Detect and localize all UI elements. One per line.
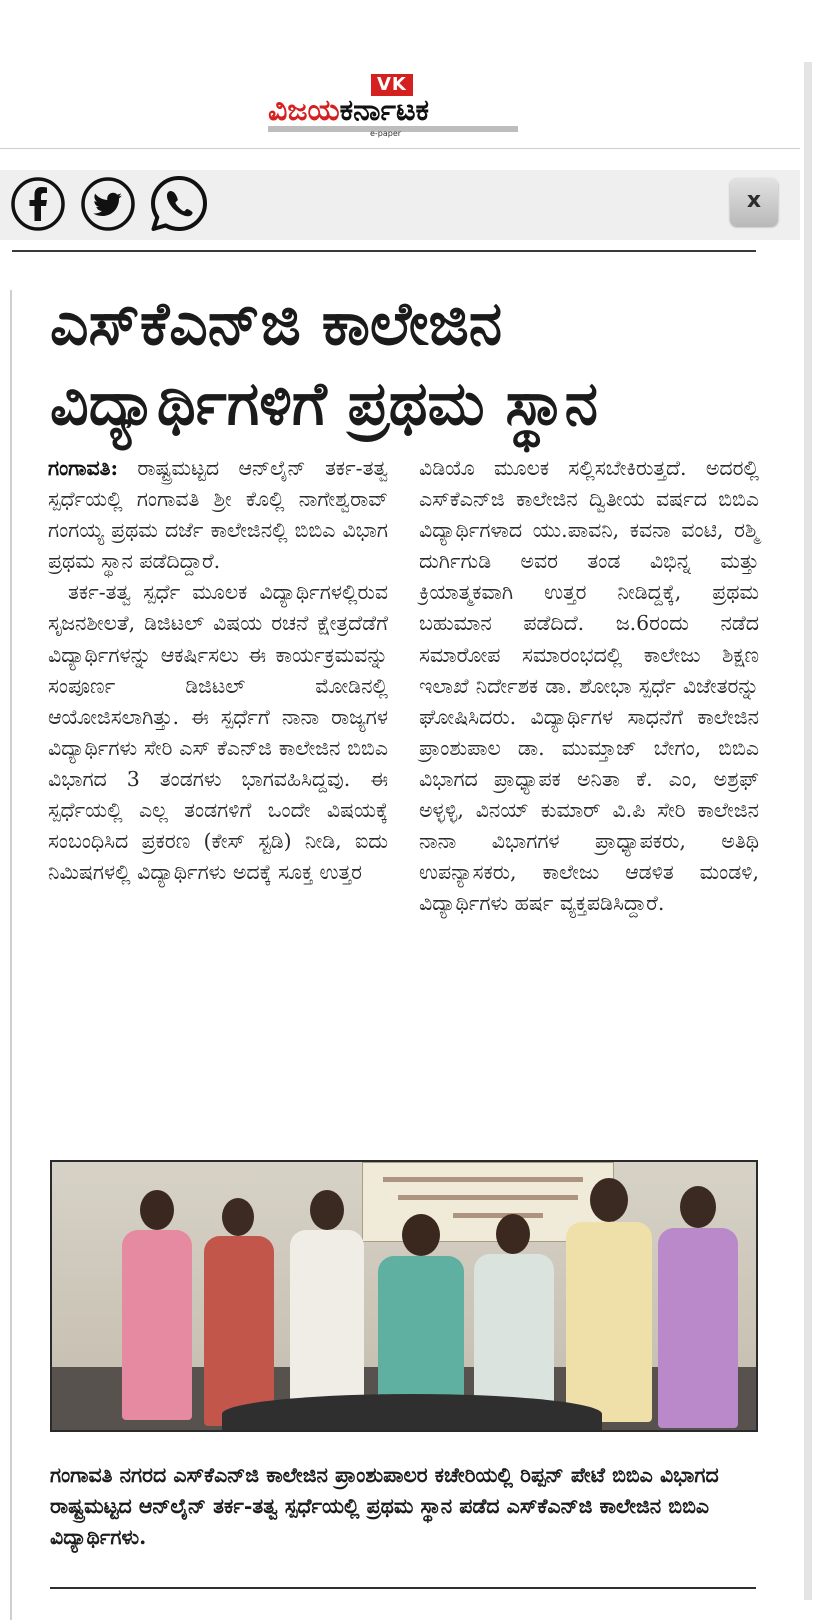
- person-head: [140, 1190, 174, 1230]
- logo-subtitle: e-paper: [370, 129, 402, 138]
- scrollbar-track[interactable]: [804, 62, 812, 1600]
- article-headline: [50, 284, 770, 444]
- close-button[interactable]: x: [730, 178, 778, 226]
- person-body: [290, 1230, 364, 1420]
- headline-divider: [12, 250, 756, 252]
- person-head: [402, 1214, 440, 1256]
- share-toolbar: [0, 170, 800, 240]
- dateline: ಗಂಗಾವತಿ:: [48, 456, 119, 480]
- vijay-karnataka-logo[interactable]: [268, 74, 518, 140]
- page-left-border: [10, 290, 12, 1620]
- article-paragraph-1: [48, 453, 388, 577]
- article-bottom-rule: [50, 1587, 756, 1589]
- signboard-line: [398, 1195, 578, 1200]
- photo-caption: ಗಂಗಾವತಿ ನಗರದ ಎಸ್‌ಕೆಎನ್‌ಜಿ ಕಾಲೇಜಿನ ಪ್ರಾಂಶುಪಾಲರ ಕಚೇರಿಯಲ್ಲಿ ರಿಪ್ಪನ್ ಪೇಟೆ ಬಿಬಿಎ ವಿಭಾಗದ ರಾಷ್ಟ್ರಮಟ್ಟದ ಆನ್‌ಲೈನ್ ತರ್ಕ-ತತ್ವ ಸ್ಪರ್ಧೆಯಲ್ಲಿ ಪ್ರಥಮ ಸ್ಥಾನ ಪಡೆದ ಎಸ್‌ಕೆಎನ್‌ಜಿ ಕಾಲೇಜಿನ ಬಿಬಿಎ ವಿದ್ಯಾರ್ಥಿಗಳು.: [50, 1463, 719, 1549]
- article-paragraph-2: ತರ್ಕ-ತತ್ವ ಸ್ಪರ್ಧೆ ಮೂಲಕ ವಿದ್ಯಾರ್ಥಿಗಳಲ್ಲಿರುವ ಸೃಜನಶೀಲತೆ, ಡಿಜಿಟಲ್ ವಿಷಯ ರಚನೆ ಕ್ಷೇತ್ರದೆಡೆಗೆ ವಿದ್ಯಾರ್ಥಿಗಳನ್ನು ಆಕರ್ಷಿಸಲು ಈ ಕಾರ್ಯಕ್ರಮವನ್ನು ಸಂಪೂರ್ಣ ಡಿಜಿಟಲ್ ಮೋಡಿನಲ್ಲಿ ಆಯೋಜಿಸಲಾಗಿತ್ತು. ಈ ಸ್ಪರ್ಧೆಗೆ ನಾನಾ ರಾಜ್ಯಗಳ ವಿದ್ಯಾರ್ಥಿಗಳು ಸೇರಿ ಎಸ್ ಕೆಎನ್‌ಜಿ ಕಾಲೇಜಿನ ಬಿಬಿಎ ವಿಭಾಗದ 3 ತಂಡಗಳು ಭಾಗವಹಿಸಿದ್ದವು. ಈ ಸ್ಪರ್ಧೆಯಲ್ಲಿ ಎಲ್ಲ ತಂಡಗಳಿಗೆ ಒಂದೇ ವಿಷಯಕ್ಕೆ ಸಂಬಂಧಿಸಿದ ಪ್ರಕರಣ (ಕೇಸ್ ಸ್ಟಡಿ) ನೀಡಿ, ಐದು ನಿಮಿಷಗಳಲ್ಲಿ ವಿದ್ಯಾರ್ಥಿಗಳು ಅದಕ್ಕೆ ಸೂಕ್ತ ಉತ್ತರ: [48, 580, 388, 885]
- signboard-line: [453, 1213, 543, 1218]
- facebook-icon[interactable]: [10, 176, 66, 232]
- article-photo[interactable]: [50, 1160, 758, 1432]
- person-head: [310, 1190, 344, 1230]
- masthead-divider: [0, 148, 800, 149]
- article-column-left: [48, 453, 388, 888]
- person-head: [590, 1178, 628, 1222]
- person-body: [204, 1236, 274, 1426]
- person-head: [222, 1198, 254, 1236]
- masthead: [0, 0, 800, 150]
- logo-word-red: ವಿಜಯ: [268, 93, 340, 128]
- twitter-icon[interactable]: [80, 176, 136, 232]
- article-column-right: [419, 453, 759, 919]
- headline-line-2: ವಿದ್ಯಾರ್ಥಿಗಳಿಗೆ ಪ್ರಥಮ ಸ್ಥಾನ: [50, 369, 598, 439]
- paragraph-1-text: ರಾಷ್ಟ್ರಮಟ್ಟದ ಆನ್‌ಲೈನ್ ತರ್ಕ-ತತ್ವ ಸ್ಪರ್ಧೆಯಲ್ಲಿ ಗಂಗಾವತಿ ಶ್ರೀ ಕೊಲ್ಲಿ ನಾಗೇಶ್ವರಾವ್ ಗಂಗಯ್ಯ ಪ್ರಥಮ ದರ್ಜೆ ಕಾಲೇಜಿನಲ್ಲಿ ಬಿಬಿಎ ವಿಭಾಗ ಪ್ರಥಮ ಸ್ಥಾನ ಪಡೆದಿದ್ದಾರೆ.: [48, 456, 388, 574]
- headline-line-1: ಎಸ್‌ಕೆಎನ್‌ಜಿ ಕಾಲೇಜಿನ: [50, 289, 503, 359]
- article-paragraph-3: ವಿಡಿಯೊ ಮೂಲಕ ಸಲ್ಲಿಸಬೇಕಿರುತ್ತದೆ. ಅದರಲ್ಲಿ ಎಸ್‌ಕೆಎನ್‌ಜಿ ಕಾಲೇಜಿನ ದ್ವಿತೀಯ ವರ್ಷದ ಬಿಬಿಎ ವಿದ್ಯಾರ್ಥಿಗಳಾದ ಯು.ಪಾವನಿ, ಕವನಾ ವಂಟಿ, ರಶ್ಮಿ ದುರ್ಗಿಗುಡಿ ಅವರ ತಂಡ ವಿಭಿನ್ನ ಮತ್ತು ಕ್ರಿಯಾತ್ಮಕವಾಗಿ ಉತ್ತರ ನೀಡಿದ್ದಕ್ಕೆ, ಪ್ರಥಮ ಬಹುಮಾನ ಪಡೆದಿದೆ. ಜ.6ರಂದು ನಡೆದ ಸಮಾರೋಪ ಸಮಾರಂಭದಲ್ಲಿ ಕಾಲೇಜು ಶಿಕ್ಷಣ ಇಲಾಖೆ ನಿರ್ದೇಶಕ ಡಾ. ಶೋಭಾ ಸ್ಪರ್ಧೆ ವಿಜೇತರನ್ನು ಘೋಷಿಸಿದರು. ವಿದ್ಯಾರ್ಥಿಗಳ ಸಾಧನೆಗೆ ಕಾಲೇಜಿನ ಪ್ರಾಂಶುಪಾಲ ಡಾ. ಮುಮ್ತಾಜ್ ಬೇಗಂ, ಬಿಬಿಎ ವಿಭಾಗದ ಪ್ರಾಧ್ಯಾಪಕ ಅನಿತಾ ಕೆ. ಎಂ, ಅಶ್ರಫ್ ಅಳ್ಳಳ್ಳಿ, ವಿನಯ್ ಕುಮಾರ್ ವಿ.ಪಿ ಸೇರಿ ಕಾಲೇಜಿನ ನಾನಾ ವಿಭಾಗಗಳ ಪ್ರಾಧ್ಯಾಪಕರು, ಅತಿಥಿ ಉಪನ್ಯಾಸಕರು, ಕಾಲೇಜು ಆಡಳಿತ ಮಂಡಳಿ, ವಿದ್ಯಾರ್ಥಿಗಳು ಹರ್ಷ ವ್ಯಕ್ತಪಡಿಸಿದ್ದಾರೆ.: [419, 456, 759, 916]
- person-head: [680, 1186, 716, 1228]
- whatsapp-icon[interactable]: [148, 173, 210, 235]
- signboard-line: [383, 1177, 583, 1182]
- person-head: [496, 1214, 530, 1254]
- person-body: [566, 1222, 652, 1422]
- logo-badge: VK: [371, 74, 413, 96]
- logo-wordmark: [268, 94, 429, 128]
- photo-table: [222, 1394, 602, 1432]
- person-body: [658, 1228, 738, 1428]
- logo-word-black: ಕರ್ನಾಟಕ: [339, 93, 430, 128]
- person-body: [122, 1230, 192, 1420]
